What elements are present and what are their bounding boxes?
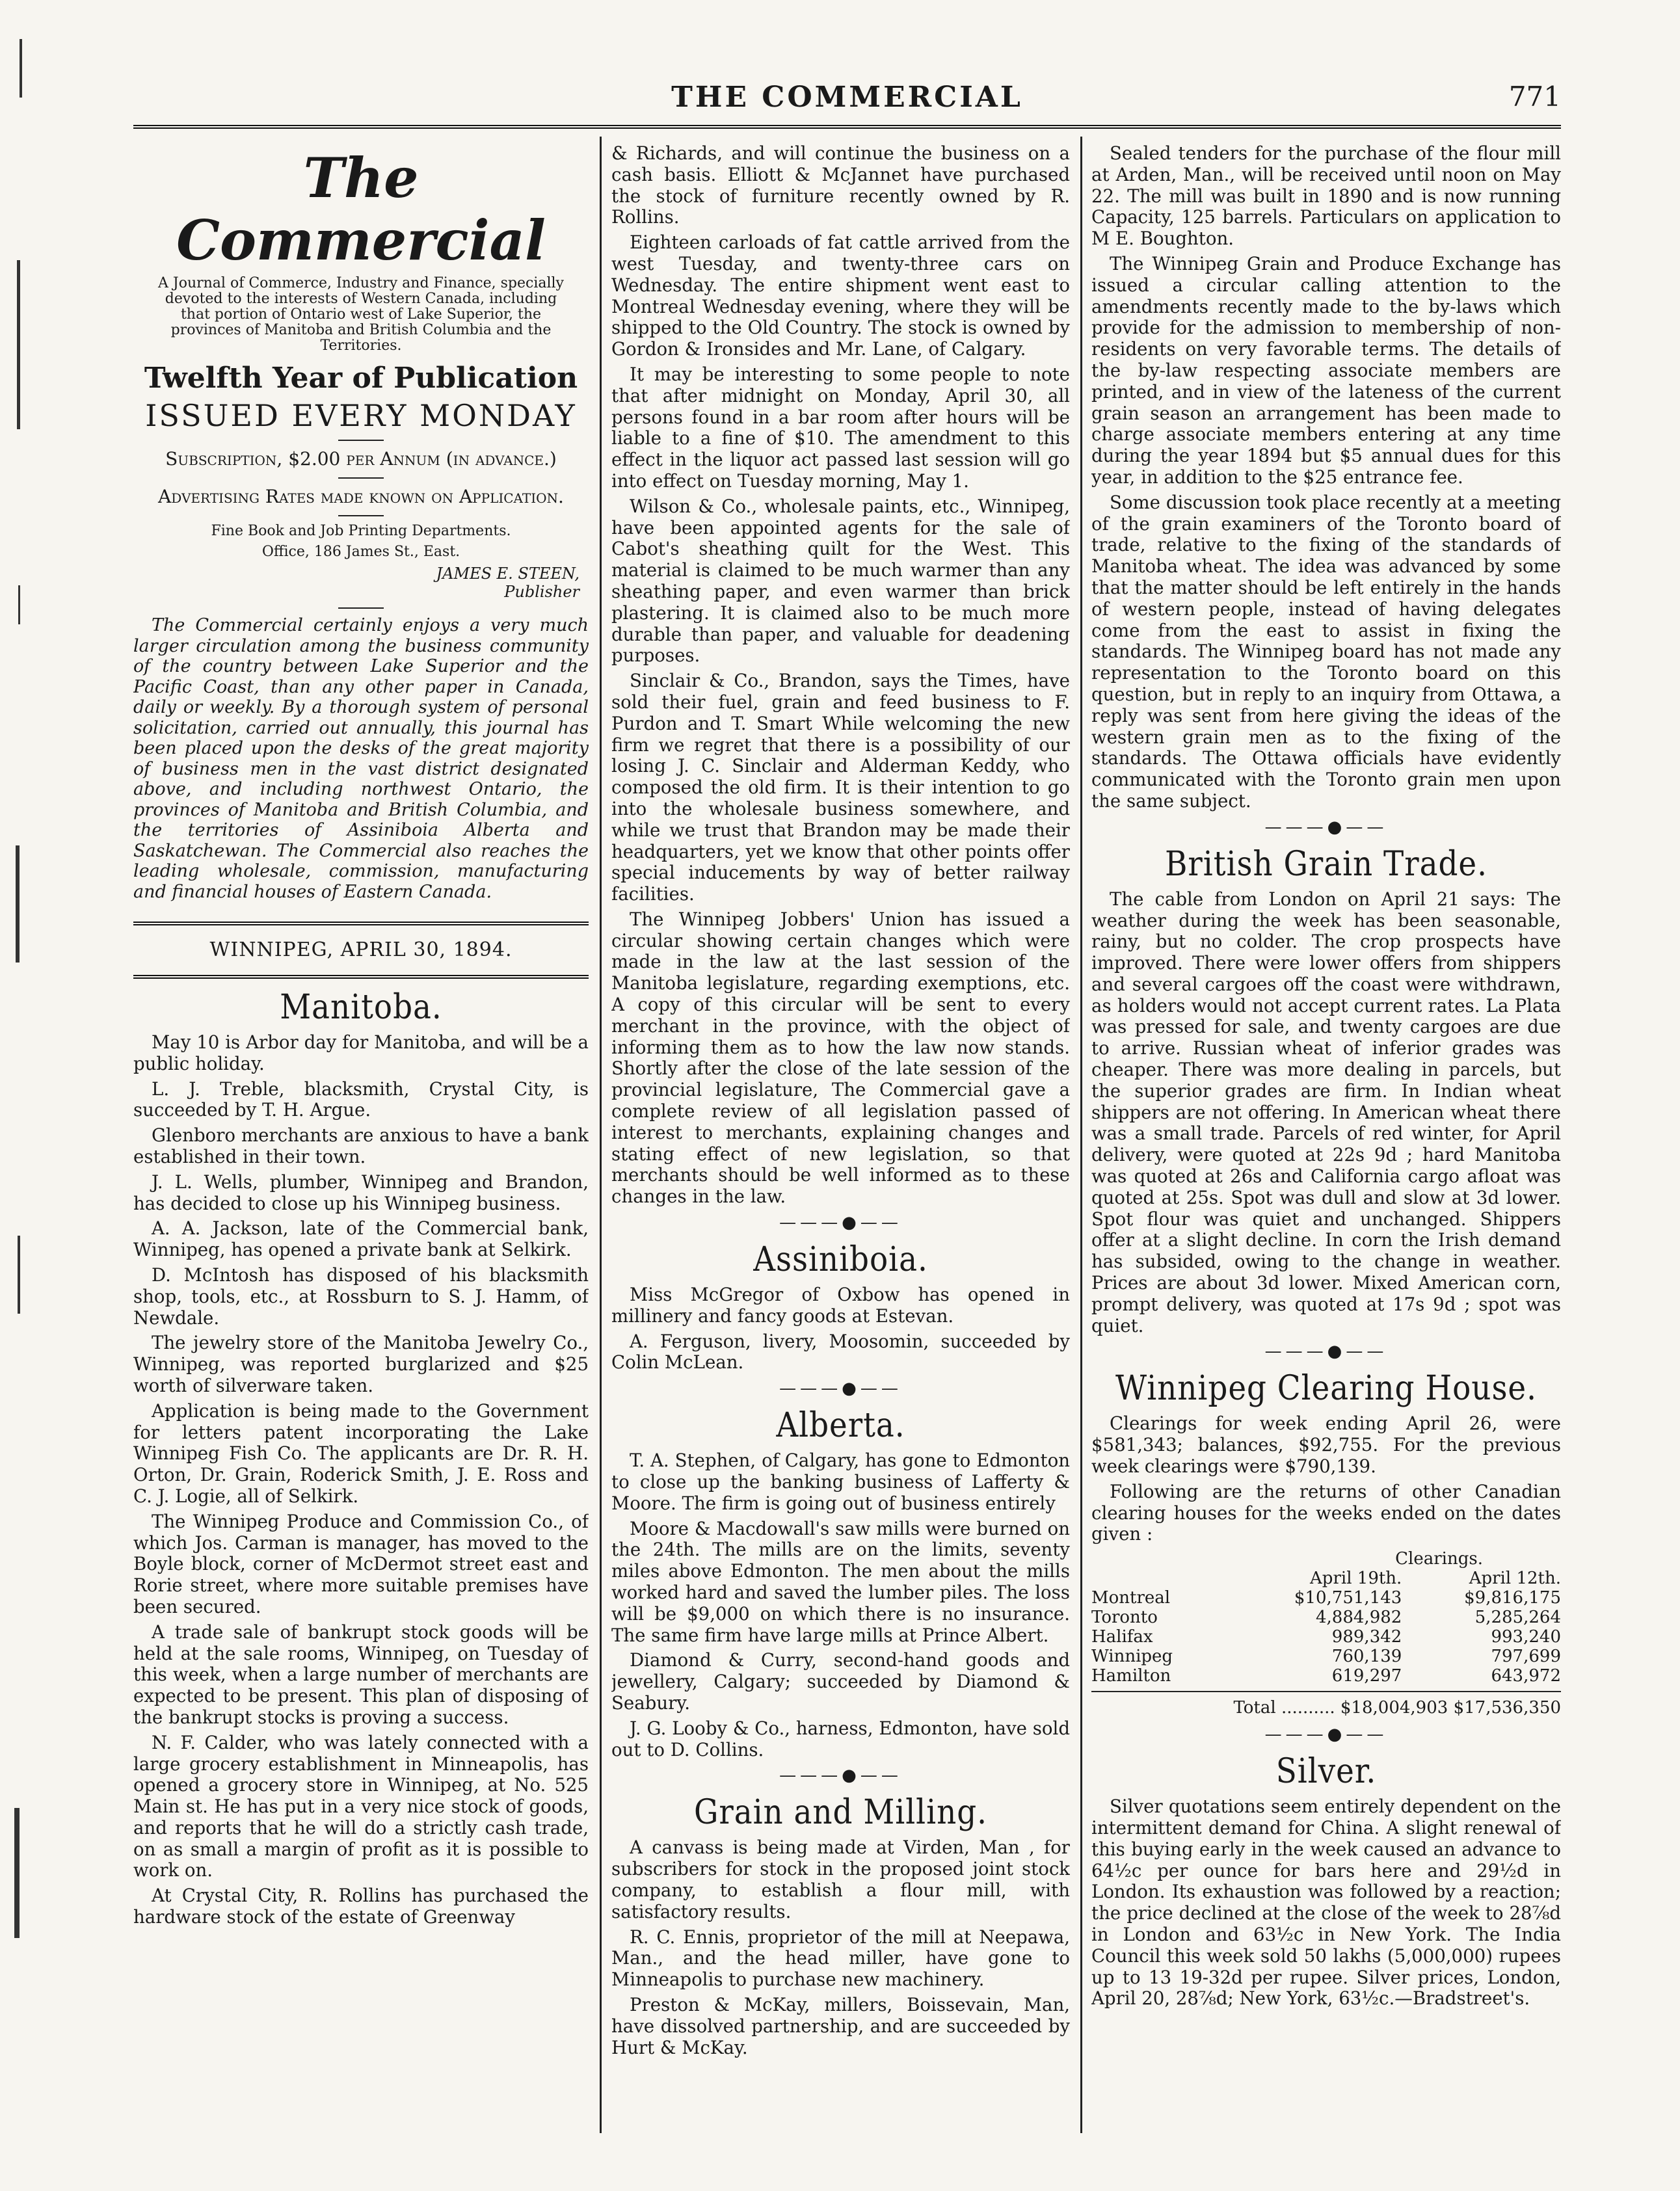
article-paragraph: D. McIntosh has disposed of his blacksmith shop, tools, etc., at Rossburn to S. J. Hamm, of Newdale. [133,1264,589,1329]
section-ornament [1091,1726,1561,1743]
divider [338,607,384,609]
article-paragraph: & Richards, and will continue the business on a cash basis. Elliott & McJannet have purchased the stock of furniture recently owned by R. Rollins. [611,143,1070,228]
column-1 [133,143,589,2159]
value-cell: 643,972 [1491,1666,1561,1686]
publisher-name: JAMES E. STEEN, [436,564,580,583]
publisher-title: Publisher [504,583,580,601]
article-paragraph: Clearings for week ending April 26, were $581,343; balances, $92,755. For the previous week clearings were $790,139. [1091,1413,1561,1478]
article-paragraph: The jewelry store of the Manitoba Jewelry Co., Winnipeg, was reported burglarized and $25 worth of silverware taken. [133,1332,589,1396]
column-3 [1091,143,1561,2159]
value-cell: 4,884,982 [1316,1608,1402,1628]
column-header: April 12th. [1469,1569,1561,1589]
article-paragraph: Diamond & Curry, second-hand goods and jewellery, Calgary; succeeded by Diamond & Seabury. [611,1649,1070,1714]
clearings-table [1091,1569,1561,1686]
table-row [1091,1666,1561,1686]
article-paragraph: May 10 is Arbor day for Manitoba, and will be a public holiday. [133,1031,589,1074]
divider [338,477,384,479]
article-paragraph: Preston & McKay, millers, Boissevain, Man, have dissolved partnership, and are succeeded by Hurt & McKay. [611,1993,1070,2058]
publication-year: Twelfth Year of Publication [144,362,578,395]
article-paragraph: T. A. Stephen, of Calgary, has gone to Edmonton to close up the banking business of Lafferty & Moore. The firm is going out of business entirely [611,1450,1070,1514]
article-paragraph: Sinclair & Co., Brandon, says the Times, have sold their fuel, grain and feed business to F. Purdon and T. Smart While welcoming the new firm we regret that there is a possibility of our losing J. C. Sinclair and Alderman Keddy, who composed the old firm. It is their intention to go into the wholesale business somewhere, and while we trust that Brandon may be made their headquarters, yet we know that other points offer special inducements by way of better railway facilities. [611,670,1070,905]
table-row [1091,1627,1561,1647]
value-cell: 989,342 [1331,1627,1402,1647]
value-cell: 619,297 [1331,1666,1402,1686]
article-paragraph: A. A. Jackson, late of the Commercial bank, Winnipeg, has opened a private bank at Selkirk. [133,1217,589,1261]
article-paragraph: At Crystal City, R. Rollins has purchased the hardware stock of the estate of Greenway [133,1885,589,1928]
article-paragraph: Sealed tenders for the purchase of the flour mill at Arden, Man., will be received until noon on May 22. The mill was built in 1890 and is now running Capacity, 125 barrels. Particulars on application to M E. Boughton. [1091,143,1561,250]
article-paragraph: A trade sale of bankrupt stock goods will be held at the sale rooms, Winnipeg, on Tuesday of this week, when a large number of merchants are expected to be present. This plan of disposing of the bankrupt stocks is proving a success. [133,1621,589,1728]
page-number: 771 [1508,81,1561,113]
section-heading-alberta: Alberta. [776,1406,905,1446]
issue-frequency: ISSUED EVERY MONDAY [145,398,577,433]
masthead-description: A Journal of Commerce, Industry and Finance, specially devoted to the interests of Western Canada, including that portion of Ontario west of Lake Superior, the provinces of Manitoba and British Columbia and the Territories. [158,275,564,354]
clearings-total: Total .......... $18,004,903 $17,536,350 [1091,1691,1561,1720]
printing-departments: Fine Book and Job Printing Departments. [211,523,511,539]
article-paragraph: A canvass is being made at Virden, Man , for subscribers for stock in the proposed joint stock company, to establish a flour mill, with satisfactory results. [611,1837,1070,1922]
section-ornament [1091,1343,1561,1360]
section-ornament [611,1380,1070,1397]
section-heading-clearing-house: Winnipeg Clearing House. [1115,1369,1537,1409]
column-rule-2 [1080,137,1082,2133]
article-paragraph: J. G. Looby & Co., harness, Edmonton, have sold out to D. Collins. [611,1717,1070,1760]
value-cell: $10,751,143 [1294,1588,1402,1608]
masthead-title: The Commercial [176,146,546,272]
article-paragraph: The Winnipeg Produce and Commission Co., of which Jos. Carman is manager, has moved to the Boyle block, corner of McDermot street east and Rorie street, where more suitable premises have been secured. [133,1510,589,1617]
column-rule-1 [600,137,602,2133]
section-ornament [611,1767,1070,1784]
value-cell: $9,816,175 [1464,1588,1561,1608]
column-header: April 19th. [1310,1569,1402,1589]
value-cell: 993,240 [1491,1627,1561,1647]
circulation-notice: The Commercial certainly enjoys a very much larger circulation among the business community of the country between Lake Superior and the Pacific Coast, than any other paper in Canada, daily or weekly. By a thorough system of personal solicitation, carried out annually, this journal has been placed upon the desks of the great majority of business men in the vast district designated above, and including northwest Ontario, the provinces of Manitoba and British Columbia, and the territories of Assiniboia Alberta and Saskatchewan. The Commercial also reaches the leading wholesale, commission, manufacturing and financial houses of Eastern Canada. [133,615,589,902]
article-paragraph: Moore & Macdowall's saw mills were burned on the 24th. The mills are on the limits, seventy miles above Edmonton. The men about the mills worked hard and saved the lumber piles. The loss will be $9,000 on which there is no insurance. The same firm have large mills at Prince Albert. [611,1517,1070,1646]
value-cell: 5,285,264 [1474,1608,1561,1628]
city-cell: Hamilton [1091,1666,1171,1686]
section-heading-british-grain: British Grain Trade. [1165,844,1487,884]
city-cell: Montreal [1091,1588,1171,1608]
city-cell: Halifax [1091,1627,1153,1647]
table-row [1091,1588,1561,1608]
value-cell: 797,699 [1491,1647,1561,1667]
table-row [1091,1608,1561,1627]
article-paragraph: The Winnipeg Grain and Produce Exchange has issued a circular calling attention to the amendments recently made to the by-laws which provide for the admission to membership of non-residents on very favorable terms. The details of the by-law respecting associate members are printed, and in view of the lateness of the current grain season an arrangement has been made to charge associate members entering at any time during the year 1894 but $5 annual dues for this year, in addition to the $25 entrance fee. [1091,252,1561,488]
total-value-a: $18,004,903 [1340,1698,1448,1718]
article-paragraph: It may be interesting to some people to note that after midnight on Monday, April 30, all persons found in a bar room after hours will be liable to a fine of $10. The amendment to this effect in the liquor act passed last session will go into effect on Tuesday morning, May 1. [611,363,1070,492]
article-paragraph: Glenboro merchants are anxious to have a bank established in their town. [133,1124,589,1167]
subscription-rate: Subscription, $2.00 per Annum (in advance.) [165,448,557,470]
article-paragraph: A. Ferguson, livery, Moosomin, succeeded by Colin McLean. [611,1330,1070,1374]
article-paragraph: Wilson & Co., wholesale paints, etc., Winnipeg, have been appointed agents for the sale of Cabot's sheathing quilt for the West. This material is claimed to be much warmer than any sheathing paper, and even warmer than brick plastering. It is claimed also to be much more durable than paper, and valuable for deadening purposes. [611,495,1070,667]
city-cell: Winnipeg [1091,1647,1173,1667]
divider [338,440,384,441]
article-paragraph: R. C. Ennis, proprietor of the mill at Neepawa, Man., and the head miller, have gone to Minneapolis to purchase new machinery. [611,1926,1070,1991]
running-title: THE COMMERCIAL [671,81,1023,114]
table-header-row [1091,1569,1561,1588]
clearings-table-label: Clearings. [1395,1549,1483,1569]
section-heading-manitoba: Manitoba. [280,988,442,1027]
article-paragraph: Eighteen carloads of fat cattle arrived from the west Tuesday, and twenty-three cars on Wednesday. The entire shipment went east to Montreal Wednesday evening, where they will be shipped to the Old Country. The stock is owned by Gordon & Ironsides and Mr. Lane, of Calgary. [611,232,1070,360]
section-heading-grain-milling: Grain and Milling. [693,1793,988,1833]
article-paragraph: L. J. Treble, blacksmith, Crystal City, is succeeded by T. H. Argue. [133,1078,589,1121]
section-ornament [1091,819,1561,836]
scan-edge-marks [0,0,39,2191]
article-paragraph: N. F. Calder, who was lately connected with a large grocery establishment in Minneapolis, has opened a grocery store in Winnipeg, at No. 525 Main st. He has put in a very nice stock of goods, and reports that he will do a strictly cash trade, on as small a margin of profit as it is possible to work on. [133,1731,589,1881]
total-value-b: $17,536,350 [1453,1698,1561,1718]
divider [338,515,384,516]
article-paragraph: Following are the returns of other Canadian clearing houses for the weeks ended on the dates given : [1091,1480,1561,1545]
table-row [1091,1647,1561,1666]
office-address: Office, 186 James St., East. [261,544,460,560]
header-rule [133,125,1561,129]
city-cell: Toronto [1091,1608,1158,1628]
article-paragraph: The cable from London on April 21 says: The weather during the week has been seasonable, rainy, but no colder. The crop prospects have improved. There were lower offers from shippers and several cargoes off the coast were withdrawn, as holders would not accept current rates. La Plata was pressed for sale, and twenty cargoes are due to arrive. Russian wheat of inferior grades was cheaper. There was more dealing in parcels, but the superior grades are firm. In Indian wheat shippers are not offering. In American wheat there was a small trade. Parcels of red winter, for April delivery, were quoted at 22s 9d ; hard Manitoba was quoted at 26s and California cargo afloat was quoted at 25s. Spot was dull and slow at 3d lower. Spot flour was quiet and unchanged. Shippers offer at a slight decline. In corn the Irish demand has subsided, owing to the change in weather. Prices are about 3d lower. Mixed American corn, prompt delivery, was quoted at 17s 9d ; spot was quiet. [1091,888,1561,1336]
advertising-rates: Advertising Rates made known on Application. [158,486,564,507]
article-paragraph: Some discussion took place recently at a meeting of the grain examiners of the Toronto board of trade, relative to the fixing of the standards of Manitoba wheat. The idea was advanced by some that the matter should be left entirely in the hands of western people, instead of having delegates come from the east to assist in fixing the standards. The Winnipeg board has not made any representation to the Toronto board on this question, but in reply to an inquiry from Ottawa, a reply was sent from here giving the ideas of the western grain men as to the fixing of the standards. The Ottawa officials have evidently communicated with the Toronto grain men upon the same subject. [1091,491,1561,812]
dateline: WINNIPEG, APRIL 30, 1894. [133,922,589,979]
column-2 [611,143,1070,2159]
section-heading-assiniboia: Assiniboia. [753,1240,928,1280]
article-paragraph: Silver quotations seem entirely dependent on the intermittent demand for China. A slight renewal of this buying early in the week caused an advance to 64½c per ounce for bars here and 29½d in London. Its exhaustion was followed by a reaction; the price declined at the close of the week to 28⅞d in London and 63½c in New York. The India Council this week sold 50 lakhs (5,000,000) rupees up to 13 19-32d per rupee. Silver prices, London, April 20, 28⅞d; New York, 63½c.—Bradstreet's. [1091,1796,1561,2010]
section-heading-silver: Silver. [1275,1752,1377,1792]
article-paragraph: Application is being made to the Government for letters patent incorporating the Lake Winnipeg Fish Co. The applicants are Dr. R. H. Orton, Dr. Grain, Roderick Smith, J. E. Ross and C. J. Logie, all of Selkirk. [133,1400,589,1507]
article-paragraph: J. L. Wells, plumber, Winnipeg and Brandon, has decided to close up his Winnipeg business. [133,1171,589,1214]
section-ornament [611,1214,1070,1231]
running-header [133,77,1561,129]
article-paragraph: The Winnipeg Jobbers' Union has issued a circular showing certain changes which were made in the law at the last session of the Manitoba legislature, regarding exemptions, etc. A copy of this circular will be sent to every merchant in the province, with the object of informing them as to how the law now stands. Shortly after the close of the late session of the provincial legislature, The Commercial gave a complete review of all legislation passed of interest to merchants, explaining changes and stating effect of new legislation, so that merchants should be well informed as to these changes in the law. [611,908,1070,1208]
total-label: Total [1233,1698,1276,1718]
value-cell: 760,139 [1331,1647,1402,1667]
article-paragraph: Miss McGregor of Oxbow has opened in millinery and fancy goods at Estevan. [611,1284,1070,1327]
